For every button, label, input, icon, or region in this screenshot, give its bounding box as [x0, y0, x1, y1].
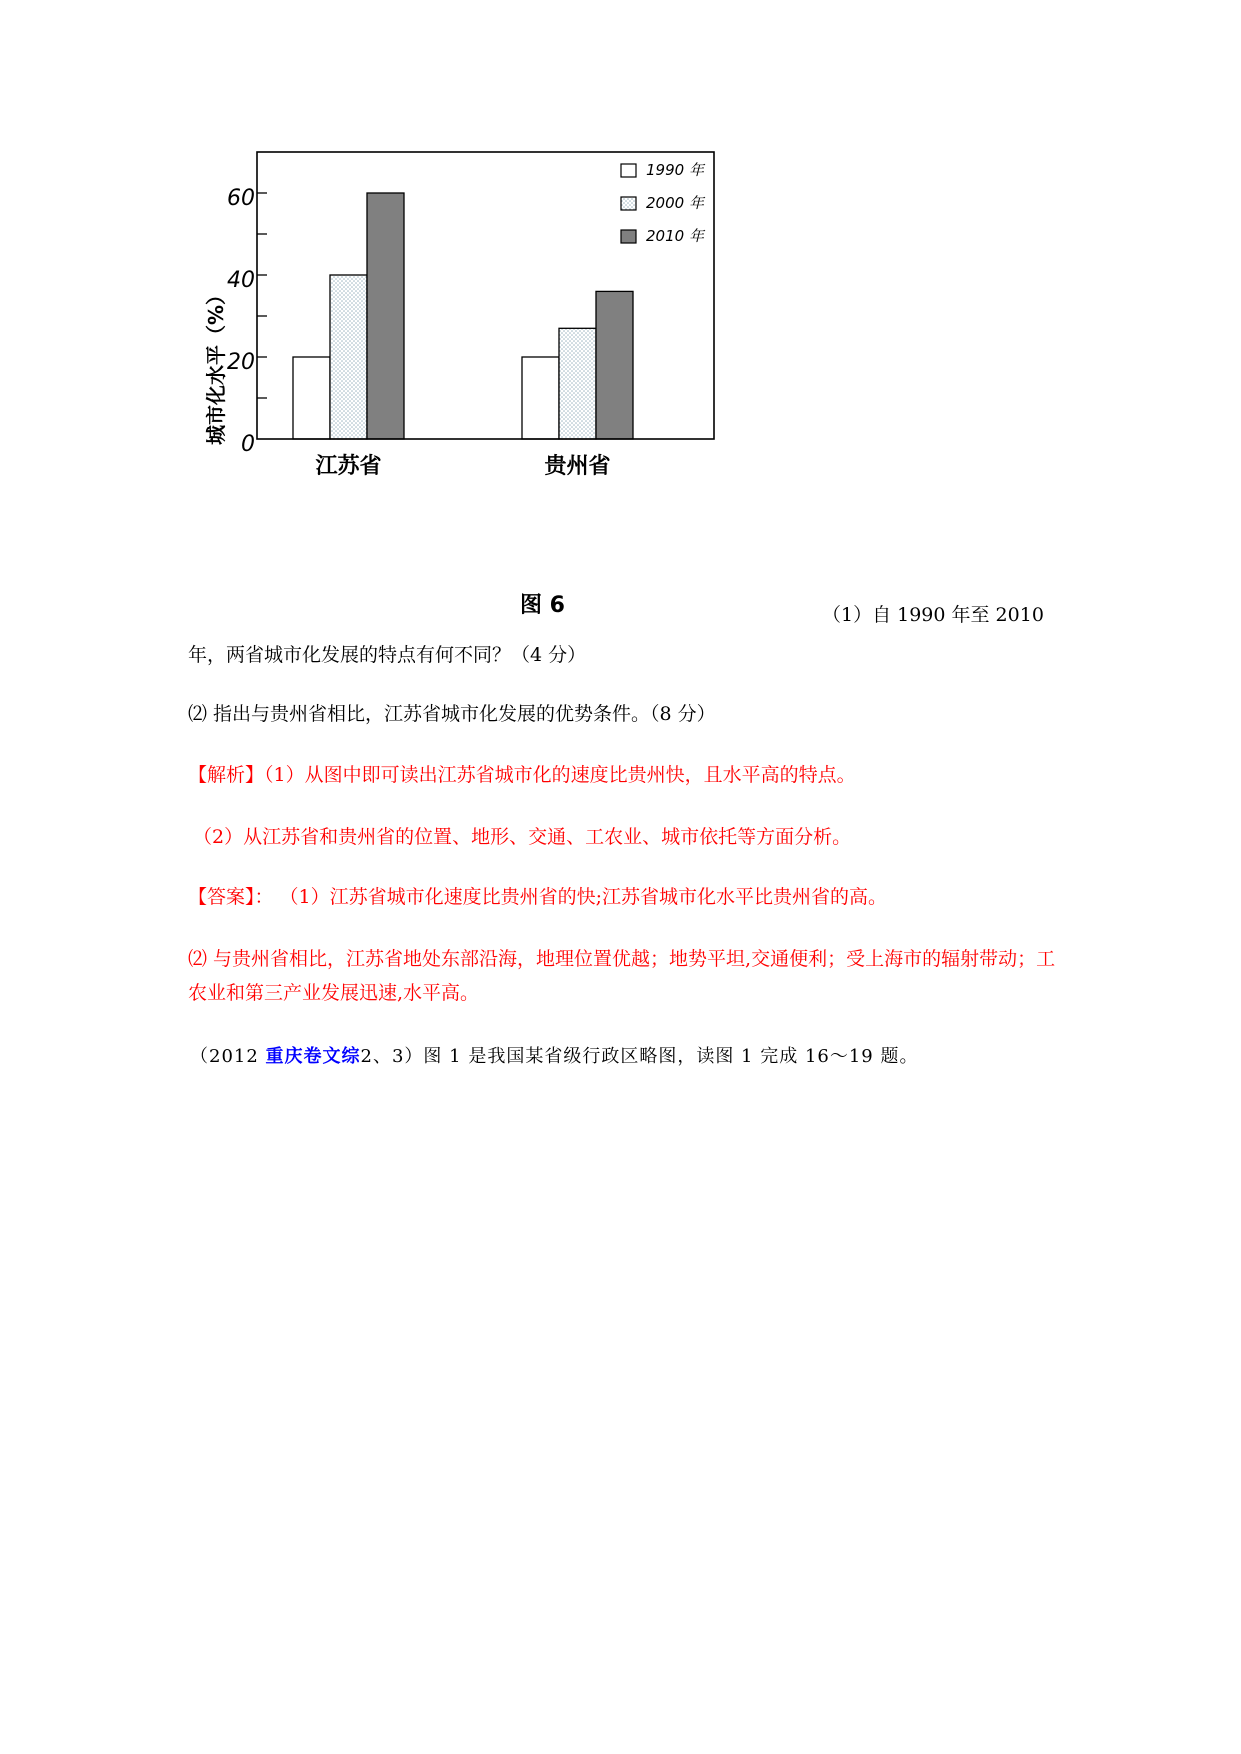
bar-jiangsu-1: [330, 275, 367, 439]
answer-2: ⑵ 与贵州省相比，江苏省地处东部沿海，地理位置优越；地势平坦,交通便利；受上海市的辐射带动；工农业和第三产业发展迅速,水平高。: [188, 948, 1056, 1004]
source-suffix: 2、3）图 1 是我国某省级行政区略图，读图 1 完成 16～19 题。: [360, 1046, 919, 1067]
bar-guizhou-1: [559, 328, 596, 439]
y-tick-label-20: 20: [227, 350, 255, 375]
urbanization-bar-chart: [204, 150, 815, 550]
question-1-start: （1）自 1990 年至 2010: [822, 604, 1044, 626]
y-axis-label: 城市化水平（%）: [204, 284, 228, 446]
question-1-cont: 年，两省城市化发展的特点有何不同？（4 分）: [188, 644, 587, 666]
analysis-1: 【解析】（1）从图中即可读出江苏省城市化的速度比贵州快，且水平高的特点。: [188, 764, 856, 786]
category-label-1: 贵州省: [544, 454, 611, 479]
answer-1: 【答案】： （1）江苏省城市化速度比贵州省的快;江苏省城市化水平比贵州省的高。: [188, 886, 888, 908]
source-prefix: （2012: [190, 1046, 266, 1067]
legend-swatch-0: [621, 164, 636, 177]
legend-label-0: 1990 年: [646, 161, 704, 179]
category-label-0: 江苏省: [315, 454, 382, 479]
question-2: ⑵ 指出与贵州省相比，江苏省城市化发展的优势条件。（8 分）: [188, 703, 716, 725]
legend-swatch-1: [621, 197, 636, 210]
analysis-2: （2）从江苏省和贵州省的位置、地形、交通、工农业、城市依托等方面分析。: [193, 826, 852, 848]
legend-label-1: 2000 年: [646, 194, 704, 212]
bar-jiangsu-2: [367, 193, 404, 439]
y-tick-label-0: 0: [241, 432, 255, 457]
source-line: [190, 1040, 918, 1074]
legend-swatch-2: [621, 230, 636, 243]
figure-caption: 图 6: [520, 593, 565, 618]
bar-guizhou-0: [522, 357, 559, 439]
bar-jiangsu-0: [293, 357, 330, 439]
y-tick-label-60: 60: [227, 186, 255, 211]
bar-guizhou-2: [596, 291, 633, 439]
y-tick-label-40: 40: [227, 268, 255, 293]
legend-label-2: 2010 年: [646, 227, 704, 245]
source-link[interactable]: 重庆卷文综: [265, 1046, 361, 1067]
